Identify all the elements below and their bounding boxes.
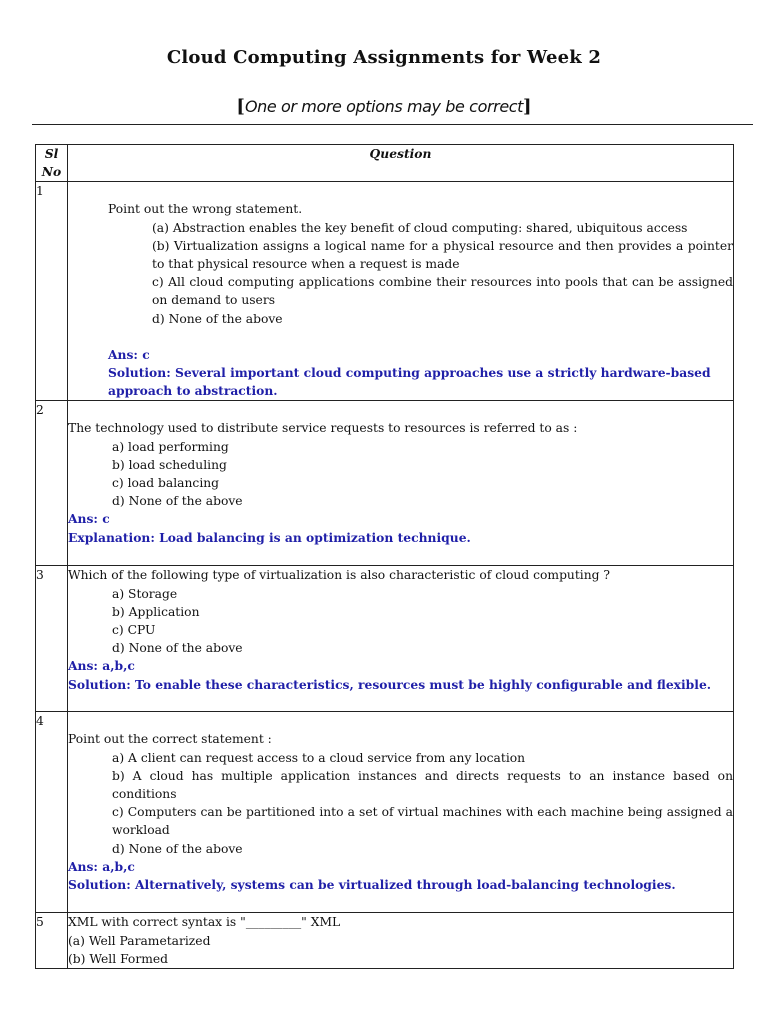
option: b) A cloud has multiple application instances and directs requests to an instance based on conditions xyxy=(112,768,733,802)
document-title: Cloud Computing Assignments for Week 2 xyxy=(166,47,602,68)
option: c) load balancing xyxy=(112,476,220,491)
question-text: Which of the following type of virtualization is also characteristic of cloud computing ? xyxy=(68,568,611,583)
option: (b) Virtualization assigns a logical name for a physical resource and then provides a pointer to that physical resource when a request is made xyxy=(152,238,733,272)
option: c) Computers can be partitioned into a set of virtual machines with each machine being assigned a workload xyxy=(112,805,733,838)
question-cell xyxy=(68,913,734,969)
option: c) All cloud computing applications combine their resources into pools that can be assigned on demand to users xyxy=(152,275,733,308)
solution: Solution: To enable these characteristics, resources must be highly configurable and flexible. xyxy=(68,676,712,692)
question-cell xyxy=(68,712,734,913)
table-row xyxy=(36,401,734,566)
question-text: Point out the wrong statement. xyxy=(108,202,303,217)
question-number: 4 xyxy=(36,712,68,913)
option: b) Application xyxy=(112,604,200,619)
option: (a) Abstraction enables the key benefit of cloud computing: shared, ubiquitous access xyxy=(152,220,688,235)
option: a) Storage xyxy=(112,586,178,601)
answer: Ans: a,b,c xyxy=(68,658,135,674)
table-row xyxy=(36,566,734,712)
question-number: 5 xyxy=(36,913,68,969)
option: (a) Well Parametarized xyxy=(68,933,211,948)
option: (b) Well Formed xyxy=(68,951,169,966)
option: a) A client can request access to a cloud service from any location xyxy=(112,750,526,765)
question-text: The technology used to distribute service requests to resources is referred to as : xyxy=(68,421,578,436)
question-text: XML with correct syntax is "_________" XML xyxy=(68,915,341,930)
column-header-sl-no: Sl No xyxy=(36,145,68,182)
option: d) None of the above xyxy=(112,641,243,656)
instructions-text: One or more options may be correct xyxy=(244,97,524,116)
answer: Ans: a,b,c xyxy=(68,858,135,874)
header-divider xyxy=(32,124,753,125)
question-cell xyxy=(68,401,734,566)
question-cell xyxy=(68,182,734,401)
table-row xyxy=(36,182,734,401)
question-text: Point out the correct statement : xyxy=(68,732,272,747)
solution: Explanation: Load balancing is an optimization technique. xyxy=(68,529,471,545)
table-row xyxy=(36,712,734,913)
option: c) CPU xyxy=(112,623,156,638)
solution: Solution: Several important cloud computing approaches use a strictly hardware-based approach to abstraction. xyxy=(108,365,711,399)
option: d) None of the above xyxy=(112,494,243,509)
option: d) None of the above xyxy=(112,841,243,856)
question-number: 2 xyxy=(36,401,68,566)
question-cell xyxy=(68,566,734,712)
answer: Ans: c xyxy=(108,346,150,362)
question-number: 3 xyxy=(36,566,68,712)
option: a) load performing xyxy=(112,439,229,454)
solution: Solution: Alternatively, systems can be virtualized through load-balancing technologies. xyxy=(68,877,676,893)
bracket-close: ] xyxy=(523,96,532,117)
question-table xyxy=(35,144,734,969)
table-row xyxy=(36,913,734,969)
instructions-note xyxy=(0,96,768,117)
column-header-question: Question xyxy=(68,145,734,182)
question-number: 1 xyxy=(36,182,68,401)
answer: Ans: c xyxy=(68,511,110,527)
bracket-open: [ xyxy=(236,96,245,117)
option: b) load scheduling xyxy=(112,457,227,472)
option: d) None of the above xyxy=(152,311,283,326)
table-header-row xyxy=(36,145,734,182)
